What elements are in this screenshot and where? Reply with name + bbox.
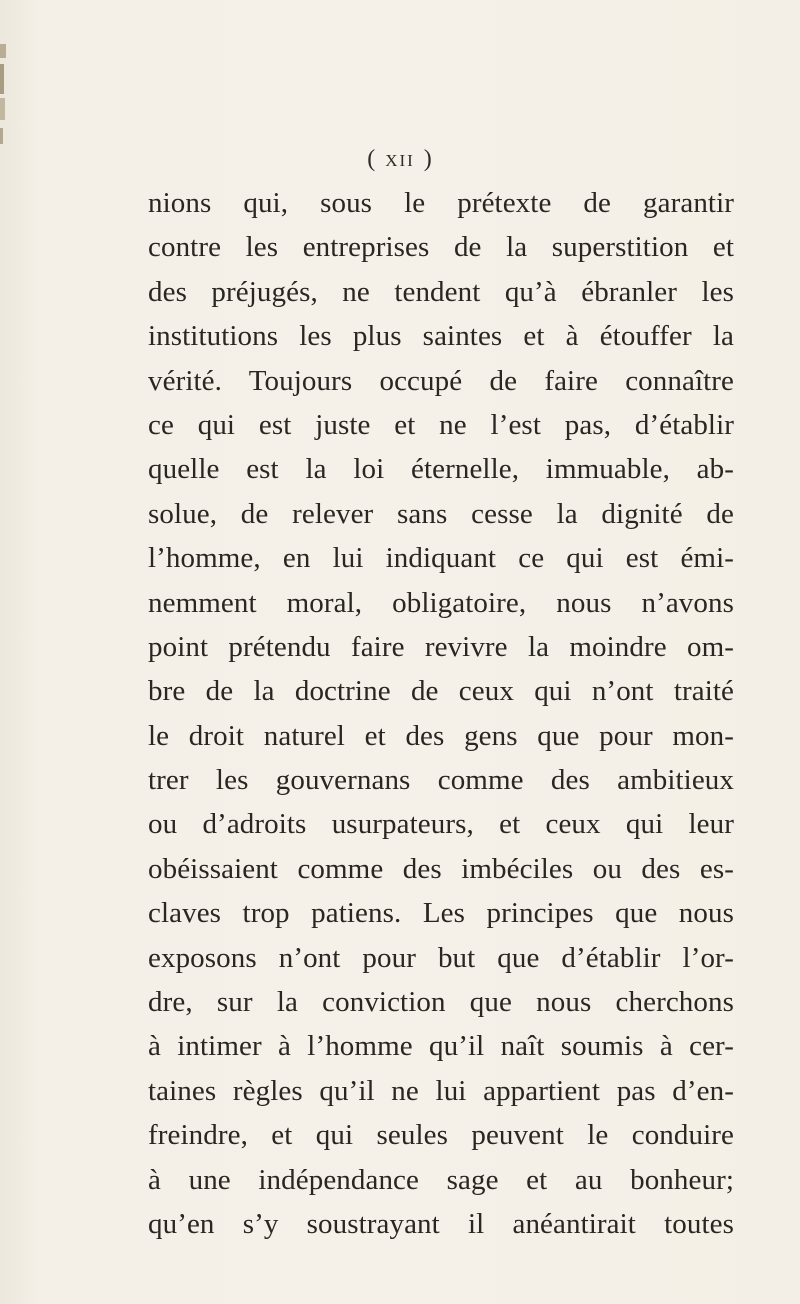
text-line: le droit naturel et des gens que pour mon- — [148, 719, 734, 752]
page-edge-mark — [0, 64, 4, 94]
text-line: point prétendu faire revivre la moindre om- — [148, 630, 734, 663]
text-line: solue, de relever sans cesse la dignité de — [148, 497, 734, 530]
text-line: freindre, et qui seules peuvent le conduire — [148, 1119, 734, 1152]
text-line: trer les gouvernans comme des ambitieux — [148, 764, 734, 797]
text-line: à une indépendance sage et au bonheur; — [148, 1163, 734, 1196]
text-line: ou d’adroits usurpateurs, et ceux qui leur — [148, 808, 734, 841]
header-close-paren: ) — [423, 146, 433, 172]
text-line: dre, sur la conviction que nous cherchons — [148, 986, 734, 1019]
body-text — [148, 181, 734, 1246]
text-line: quelle est la loi éternelle, immuable, ab- — [148, 453, 734, 486]
text-line: taines règles qu’il ne lui appartient pas d’en- — [148, 1074, 734, 1107]
text-line: obéissaient comme des imbéciles ou des es- — [148, 852, 734, 885]
text-line: des préjugés, ne tendent qu’à ébranler les — [148, 275, 734, 308]
text-line: claves trop patiens. Les principes que nous — [148, 897, 734, 930]
text-line: nemment moral, obligatoire, nous n’avons — [148, 586, 734, 619]
text-line: institutions les plus saintes et à étouffer la — [148, 320, 734, 353]
text-line: nions qui, sous le prétexte de garantir — [148, 187, 734, 219]
text-line: vérité. Toujours occupé de faire connaître — [148, 364, 734, 397]
page-edge-mark — [0, 44, 6, 58]
page-edge-mark — [0, 98, 5, 120]
text-line: qu’en s’y soustrayant il anéantirait toutes — [148, 1207, 734, 1240]
page-number: XII — [385, 151, 415, 170]
header-open-paren: ( — [367, 146, 377, 172]
text-line: exposons n’ont pour but que d’établir l’or- — [148, 941, 734, 974]
text-line: bre de la doctrine de ceux qui n’ont traité — [148, 675, 734, 708]
text-line: ce qui est juste et ne l’est pas, d’établir — [148, 408, 734, 441]
text-line: l’homme, en lui indiquant ce qui est émi- — [148, 542, 734, 575]
page-header — [0, 146, 800, 173]
page-edge-mark — [0, 128, 3, 144]
text-line: contre les entreprises de la superstition et — [148, 231, 734, 264]
text-line: à intimer à l’homme qu’il naît soumis à cer- — [148, 1030, 734, 1063]
